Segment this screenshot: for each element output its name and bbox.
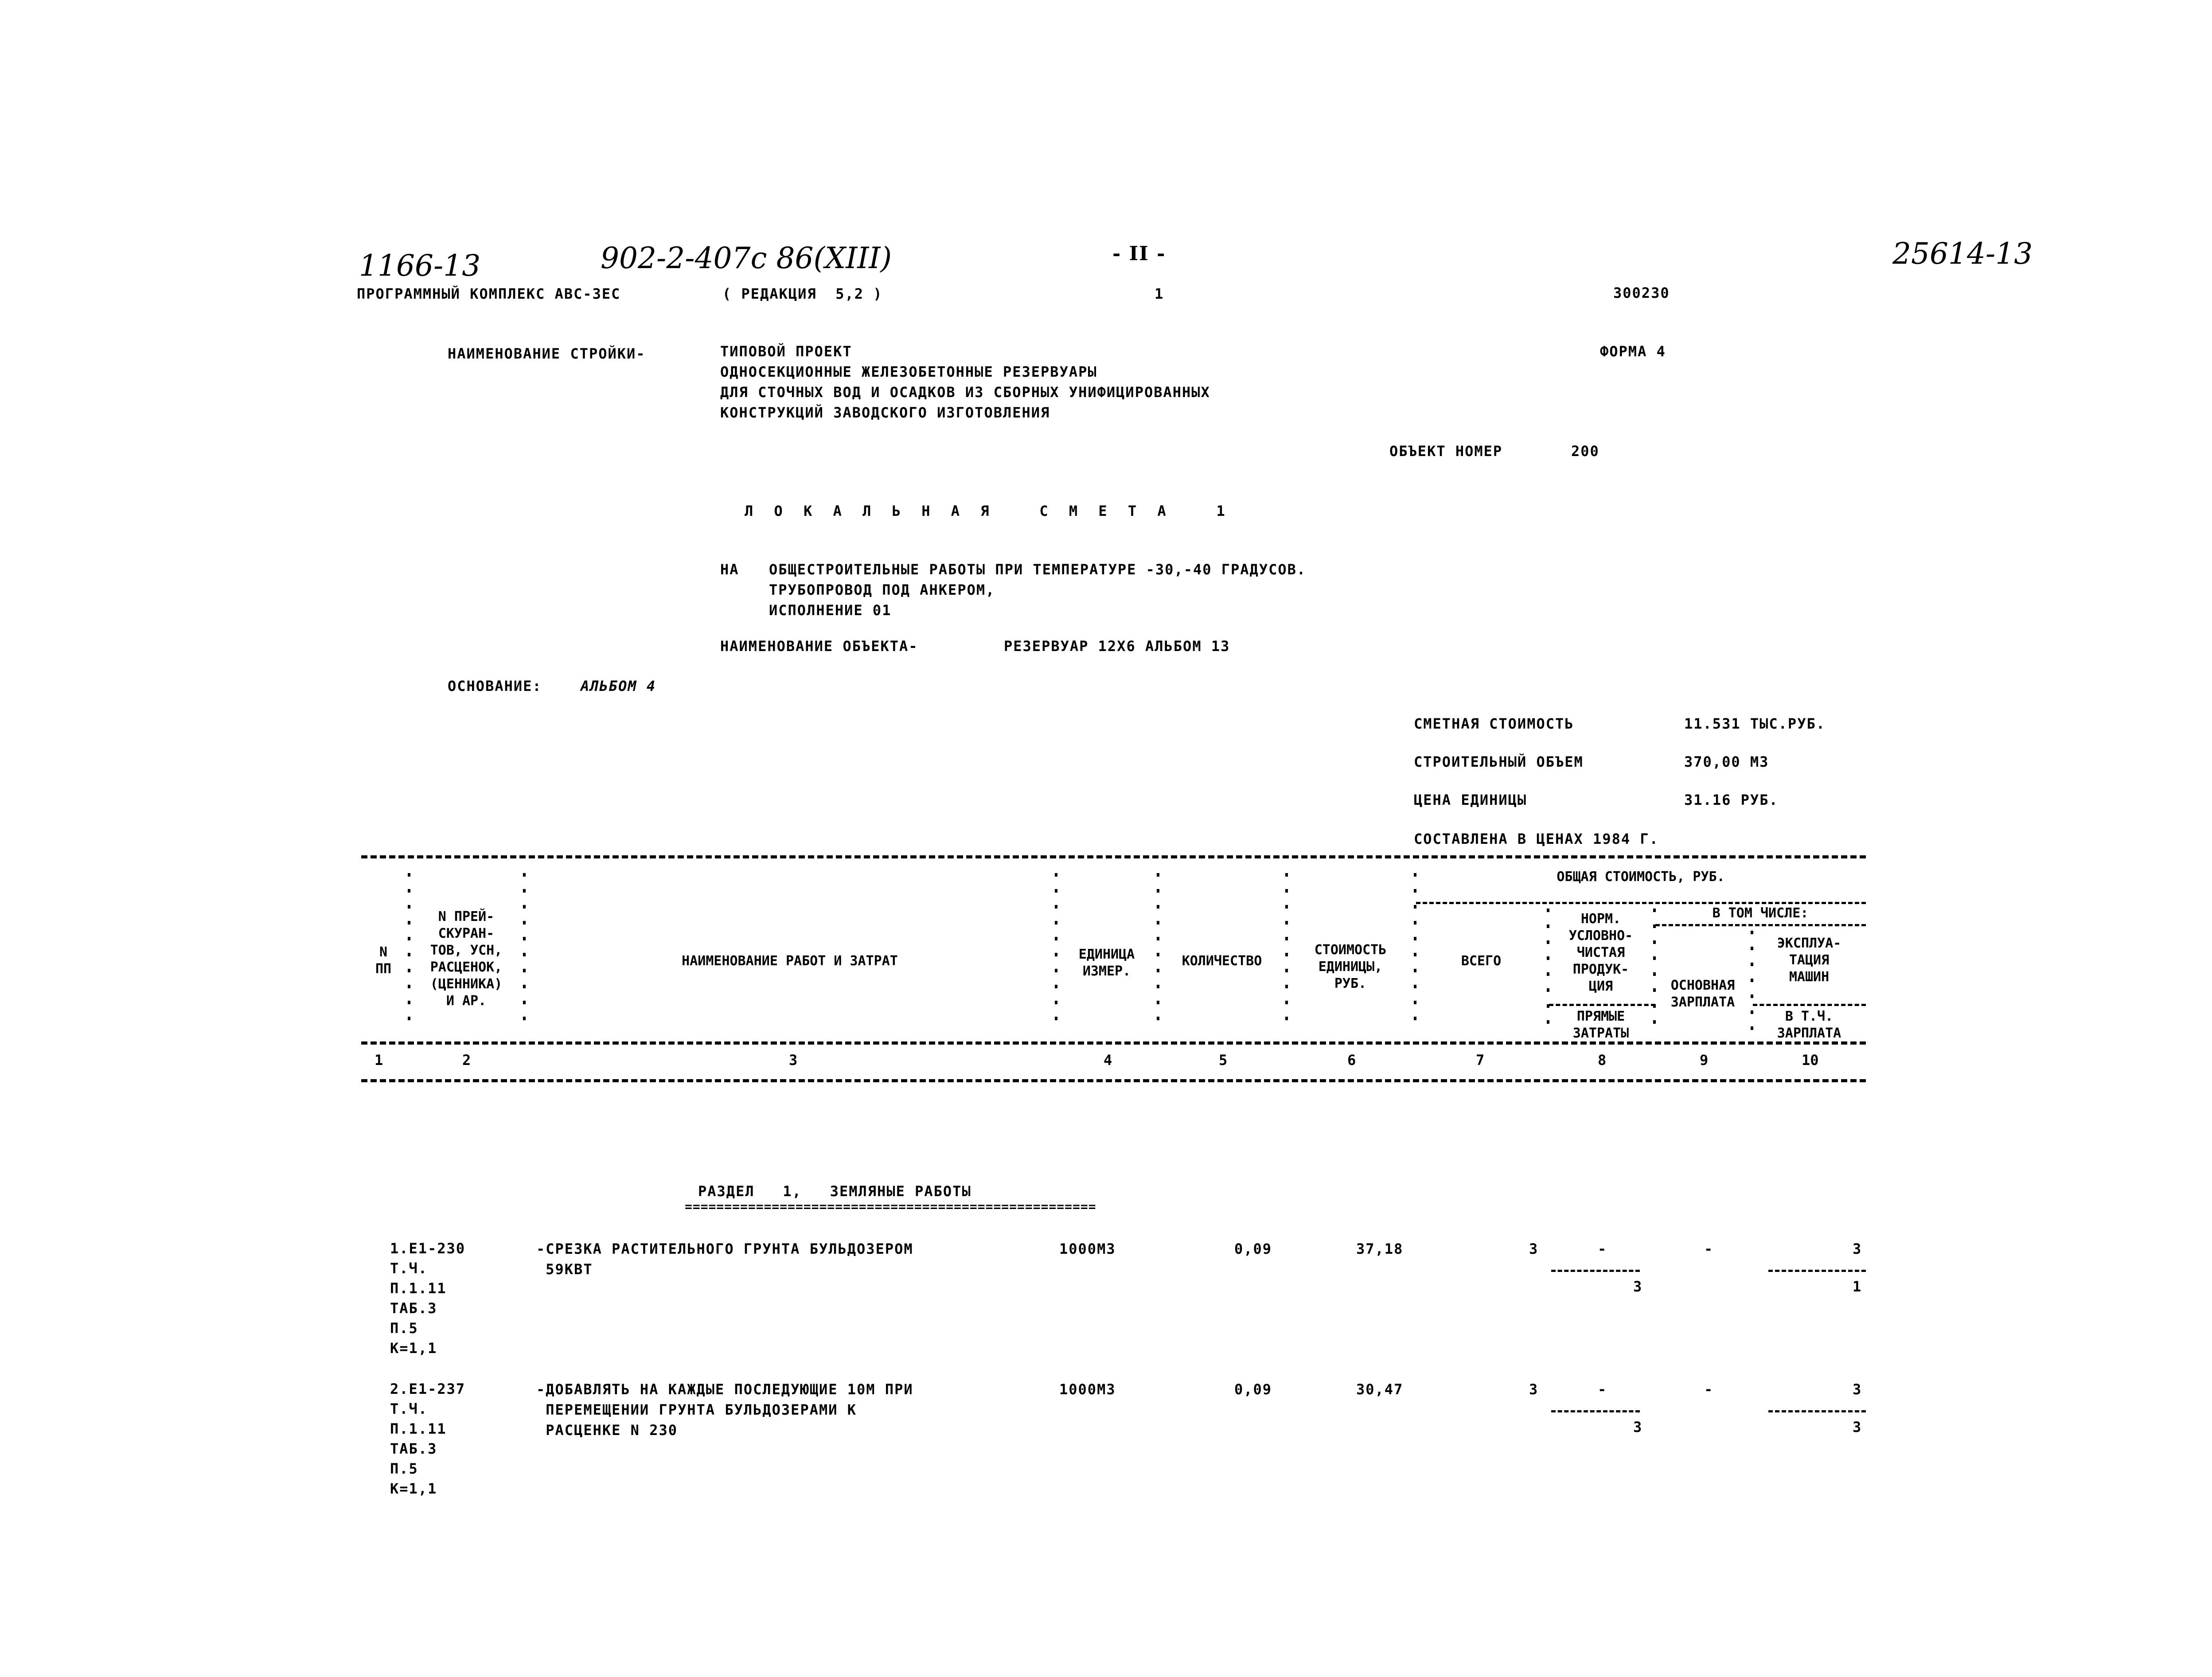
program-name: ПРОГРАММНЫЙ КОМПЛЕКС АВС-3ЕС: [357, 285, 621, 302]
column-number: 5: [1219, 1052, 1228, 1069]
estimate-table: [361, 855, 1866, 1130]
section-title: РАЗДЕЛ 1, ЗЕМЛЯНЫЕ РАБОТЫ: [698, 1183, 971, 1200]
section-underline: ====================================================: [685, 1199, 1096, 1214]
row-total: 3: [1529, 1381, 1539, 1398]
column-number: 6: [1347, 1052, 1356, 1069]
column-number: 4: [1104, 1052, 1112, 1069]
estimate-title: Л О К А Л Ь Н А Я С М Е Т А 1: [745, 503, 1231, 519]
row-subline: [1768, 1410, 1866, 1412]
header-col-10: ЭКСПЛУА- ТАЦИЯ МАШИН: [1777, 936, 1841, 985]
works-line: ОБЩЕСТРОИТЕЛЬНЫЕ РАБОТЫ ПРИ ТЕМПЕРАТУРЕ -30,-40 ГРАДУСОВ.: [769, 561, 1307, 578]
header-subline: [1416, 902, 1866, 904]
header-col-9: ОСНОВНАЯ ЗАРПЛАТА: [1670, 978, 1735, 1010]
construction-line: КОНСТРУКЦИЙ ЗАВОДСКОГО ИЗГОТОВЛЕНИЯ: [720, 404, 1050, 421]
edition: ( РЕДАКЦИЯ 5,2 ): [722, 285, 883, 302]
summary-value: 11.531 ТЫС.РУБ.: [1684, 715, 1826, 732]
object-number: 200: [1571, 443, 1600, 460]
row-subline: [1551, 1270, 1640, 1272]
row-col10: 3: [1853, 1381, 1862, 1398]
object-name: РЕЗЕРВУАР 12Х6 АЛЬБОМ 13: [1004, 638, 1230, 655]
col-separator: [1055, 873, 1057, 1033]
summary-label: ЦЕНА ЕДИНИЦЫ: [1414, 792, 1527, 808]
summary-label: СМЕТНАЯ СТОИМОСТЬ: [1414, 715, 1574, 732]
row-col10: 3: [1853, 1240, 1862, 1257]
column-number: 10: [1802, 1052, 1819, 1069]
works-line: ИСПОЛНЕНИЕ 01: [769, 602, 892, 619]
col-separator: [1653, 909, 1656, 1033]
header-col-5: КОЛИЧЕСТВО: [1182, 953, 1262, 969]
row-col9: -: [1704, 1240, 1714, 1257]
object-name-label: НАИМЕНОВАНИЕ ОБЪЕКТА-: [720, 638, 918, 655]
row-unit: 1000М3: [1059, 1240, 1116, 1257]
column-number: 3: [789, 1052, 798, 1069]
construction-line: ОДНОСЕКЦИОННЫЕ ЖЕЛЕЗОБЕТОННЫЕ РЕЗЕРВУАРЫ: [720, 363, 1097, 380]
handwritten-left-code: 1166-13: [359, 249, 481, 283]
row-code: 1.Е1-230 Т.Ч. П.1.11 ТАБ.3 П.5 К=1,1: [390, 1240, 466, 1357]
construction-label: НАИМЕНОВАНИЕ СТРОЙКИ-: [448, 345, 646, 362]
summary-label: СТРОИТЕЛЬНЫЙ ОБЪЕМ: [1414, 753, 1584, 770]
col-separator: [523, 873, 526, 1033]
column-number: 2: [462, 1052, 471, 1069]
works-prefix: НА: [720, 561, 739, 578]
header-col-3: НАИМЕНОВАНИЕ РАБОТ И ЗАТРАТ: [682, 953, 898, 969]
row-subline: [1551, 1410, 1640, 1412]
row-price: 30,47: [1356, 1381, 1404, 1398]
document-code: 300230: [1613, 285, 1670, 301]
object-number-label: ОБЪЕКТ НОМЕР: [1389, 443, 1503, 460]
table-top-border: [361, 855, 1866, 858]
col-separator: [1157, 873, 1159, 1033]
page-number: - II -: [1112, 242, 1166, 265]
construction-line: ТИПОВОЙ ПРОЕКТ: [720, 343, 852, 360]
sheet-number: 1: [1155, 285, 1164, 302]
numbers-bottom-border: [361, 1079, 1866, 1082]
column-number: 8: [1598, 1052, 1607, 1069]
table-row: [390, 1379, 1866, 1503]
col-separator: [1414, 873, 1416, 1033]
col-separator: [1547, 909, 1549, 1033]
header-col-7: ВСЕГО: [1461, 953, 1502, 969]
header-subline: [1753, 1004, 1866, 1006]
header-col-1: N ПП: [375, 944, 392, 977]
row-total: 3: [1529, 1240, 1539, 1257]
works-line: ТРУБОПРОВОД ПОД АНКЕРОМ,: [769, 581, 995, 598]
header-col-10b: В Т.Ч. ЗАРПЛАТА: [1777, 1009, 1841, 1041]
row-col9: -: [1704, 1381, 1714, 1398]
header-col-8b: ПРЯМЫЕ ЗАТРАТЫ: [1572, 1009, 1629, 1041]
header-including: В ТОМ ЧИСЛЕ:: [1712, 905, 1809, 921]
handwritten-project-code: 902-2-407с 86(XIII): [601, 241, 892, 275]
table-row: [390, 1239, 1866, 1363]
row-col8: -: [1598, 1240, 1607, 1257]
header-subline: [1549, 1004, 1655, 1006]
row-name: -ДОБАВЛЯТЬ НА КАЖДЫЕ ПОСЛЕДУЮЩИЕ 10М ПРИ ПЕРЕМЕЩЕНИИ ГРУНТА БУЛЬДОЗЕРАМИ К РАСЦЕНКЕ N 230: [536, 1381, 913, 1439]
row-code: 2.Е1-237 Т.Ч. П.1.11 ТАБ.3 П.5 К=1,1: [390, 1381, 466, 1497]
header-bottom-border: [361, 1041, 1866, 1045]
column-number: 1: [375, 1052, 383, 1069]
row-col8b: 3: [1633, 1278, 1643, 1295]
column-number: 9: [1700, 1052, 1709, 1069]
prices-note: СОСТАВЛЕНА В ЦЕНАХ 1984 Г.: [1414, 831, 1659, 847]
col-separator: [1285, 873, 1288, 1033]
row-qty: 0,09: [1234, 1381, 1272, 1398]
col-separator: [408, 873, 410, 1033]
form-label: ФОРМА 4: [1600, 343, 1666, 360]
header-subline: [1655, 924, 1866, 926]
handwritten-right-code: 25614-13: [1892, 237, 2033, 271]
summary-value: 370,00 М3: [1684, 753, 1769, 770]
row-col10b: 1: [1853, 1278, 1862, 1295]
basis-value: АЛЬБОМ 4: [581, 678, 656, 694]
column-number: 7: [1476, 1052, 1485, 1069]
row-unit: 1000М3: [1059, 1381, 1116, 1398]
row-subline: [1768, 1270, 1866, 1272]
row-col8b: 3: [1633, 1419, 1643, 1435]
col-separator: [1751, 931, 1753, 1033]
row-name: -СРЕЗКА РАСТИТЕЛЬНОГО ГРУНТА БУЛЬДОЗЕРОМ 59КВТ: [536, 1240, 913, 1278]
row-col8: -: [1598, 1381, 1607, 1398]
header-col-4: ЕДИНИЦА ИЗМЕР.: [1078, 947, 1135, 979]
header-total-cost: ОБЩАЯ СТОИМОСТЬ, РУБ.: [1557, 869, 1725, 885]
row-qty: 0,09: [1234, 1240, 1272, 1257]
basis-label: ОСНОВАНИЕ:: [448, 678, 542, 694]
row-col10b: 3: [1853, 1419, 1862, 1435]
summary-block: [1414, 714, 1875, 829]
header-col-6: СТОИМОСТЬ ЕДИНИЦЫ, РУБ.: [1314, 942, 1387, 991]
header-col-2: N ПРЕЙ- СКУРАН- ТОВ, УСН, РАСЦЕНОК, (ЦЕННИКА) И АР.: [430, 909, 503, 1009]
row-price: 37,18: [1356, 1240, 1404, 1257]
construction-line: ДЛЯ СТОЧНЫХ ВОД И ОСАДКОВ ИЗ СБОРНЫХ УНИФИЦИРОВАННЫХ: [720, 384, 1210, 401]
summary-value: 31.16 РУБ.: [1684, 792, 1779, 808]
header-col-8: НОРМ. УСЛОВНО- ЧИСТАЯ ПРОДУК- ЦИЯ: [1568, 911, 1633, 994]
